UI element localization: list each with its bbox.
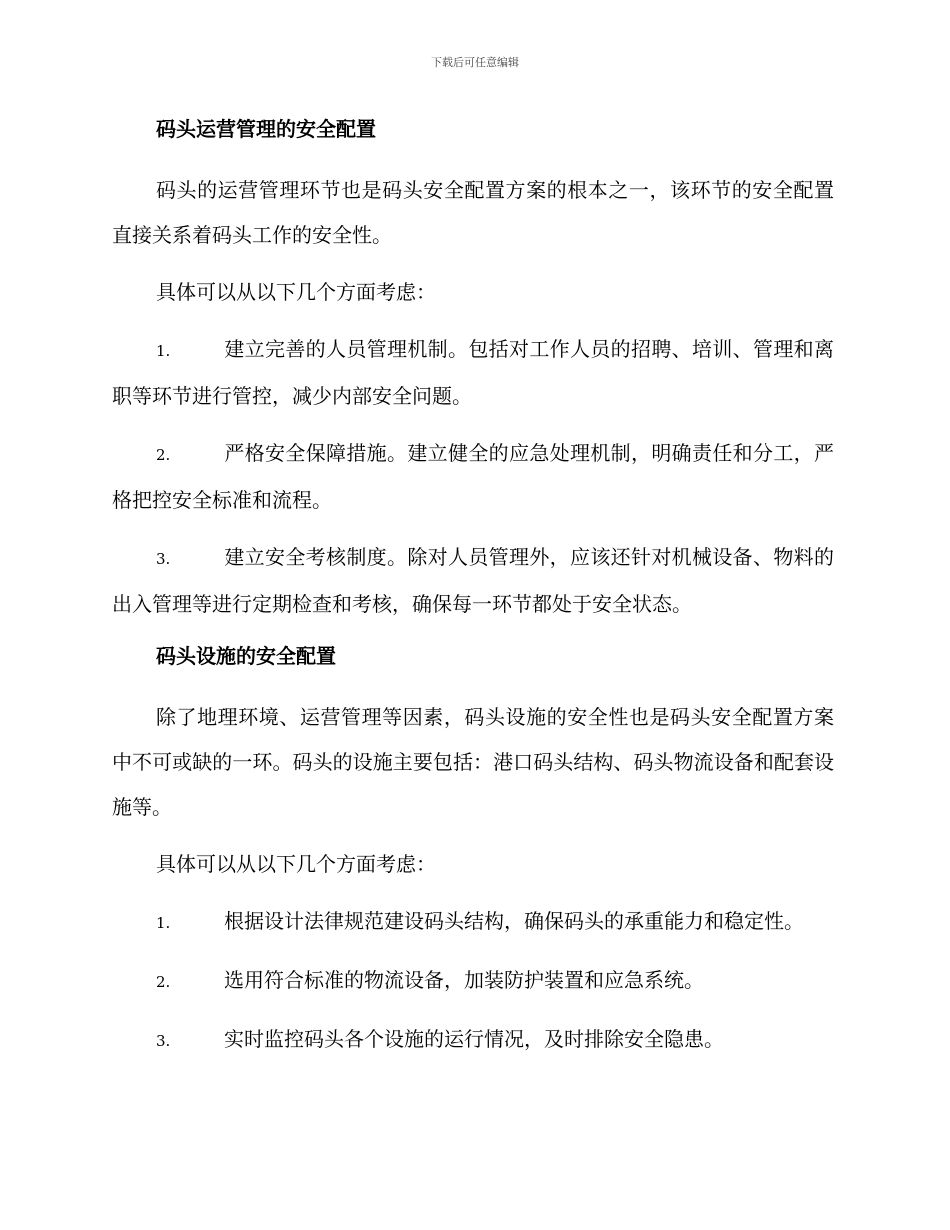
document-body (112, 112, 834, 1076)
list-item (112, 1017, 834, 1064)
section-intro: 除了地理环境、运营管理等因素，码头设施的安全性也是码头安全配置方案中不可或缺的一环。码头的设施主要包括：港口码头结构、码头物流设备和配套设施等。 (112, 705, 834, 819)
section-lead: 具体可以从以下几个方面考虑： (156, 280, 436, 304)
list-item-text: 根据设计法律规范建设码头结构，确保码头的承重能力和稳定性。 (224, 909, 804, 933)
list-item (112, 899, 834, 946)
list-item-number: 3. (156, 550, 171, 568)
list-item-number: 1. (156, 914, 171, 932)
list-item-text: 选用符合标准的物流设备，加装防护装置和应急系统。 (224, 968, 704, 992)
list-item (112, 535, 834, 627)
list-item (112, 327, 834, 419)
list-item-number: 3. (156, 1032, 171, 1050)
list-item (112, 431, 834, 523)
section-lead: 具体可以从以下几个方面考虑： (156, 852, 436, 876)
list-item-number: 2. (156, 973, 171, 991)
list-item-text: 建立完善的人员管理机制。包括对工作人员的招聘、培训、管理和离职等环节进行管控，减少内部安全问题。 (112, 337, 834, 408)
list-item-text: 实时监控码头各个设施的运行情况，及时排除安全隐患。 (224, 1027, 724, 1051)
header-note: 下载后可任意编辑 (431, 56, 519, 69)
list-item-text: 严格安全保障措施。建立健全的应急处理机制，明确责任和分工，严格把控安全标准和流程。 (112, 441, 834, 512)
list-item-text: 建立安全考核制度。除对人员管理外，应该还针对机械设备、物料的出入管理等进行定期检查和考核，确保每一环节都处于安全状态。 (112, 545, 834, 616)
section-heading: 码头设施的安全配置 (156, 644, 336, 668)
list-item-number: 1. (156, 342, 171, 360)
section-heading: 码头运营管理的安全配置 (156, 117, 376, 141)
list-item-number: 2. (156, 446, 171, 464)
list-item (112, 958, 834, 1005)
section-intro: 码头的运营管理环节也是码头安全配置方案的根本之一，该环节的安全配置直接关系着码头工作的安全性。 (112, 178, 834, 247)
